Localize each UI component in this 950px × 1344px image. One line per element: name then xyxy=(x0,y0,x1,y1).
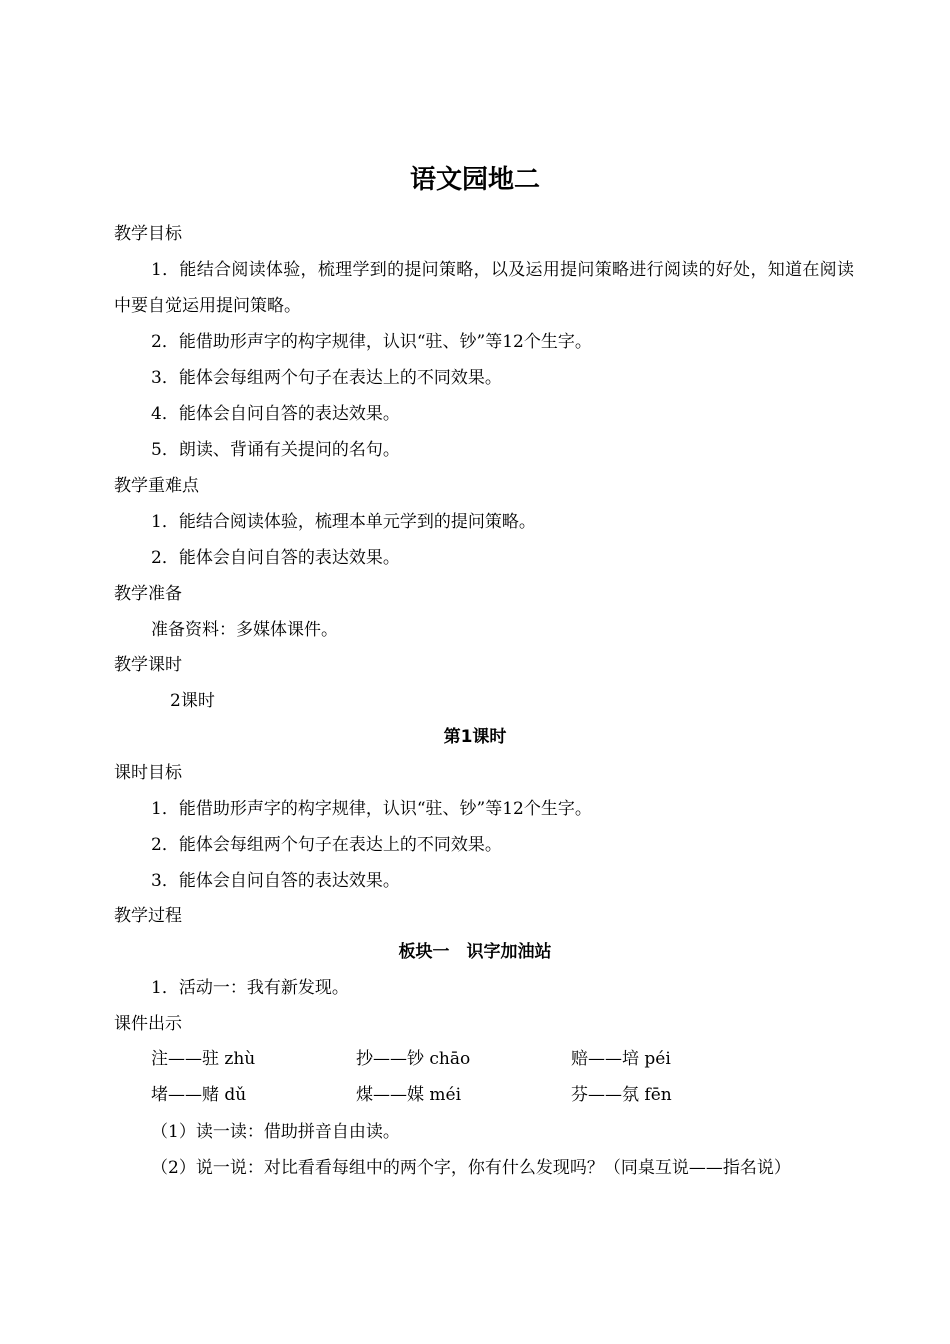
char-pair: 堵——赌 dǔ xyxy=(151,1085,247,1105)
process-heading: 教学过程 xyxy=(114,906,182,926)
step-item-2: （2）说一说：对比看看每组中的两个字，你有什么发现吗？（同桌互说——指名说） xyxy=(151,1158,791,1178)
step-item-1: （1）读一读：借助拼音自由读。 xyxy=(151,1122,400,1142)
hours-text: 2课时 xyxy=(170,691,215,711)
char-pair: 注——驻 zhù xyxy=(151,1049,256,1069)
char-pair: 芬——氛 fēn xyxy=(571,1085,672,1105)
goal-item-5: 5．朗读、背诵有关提问的名句。 xyxy=(151,440,400,460)
key-point-item-2: 2．能体会自问自答的表达效果。 xyxy=(151,548,400,568)
char-pair: 煤——媒 méi xyxy=(356,1085,462,1105)
goal-item-3: 3．能体会每组两个句子在表达上的不同效果。 xyxy=(151,368,502,388)
section-heading-hours: 教学课时 xyxy=(114,655,182,675)
goal-item-4: 4．能体会自问自答的表达效果。 xyxy=(151,404,400,424)
key-point-item-1: 1．能结合阅读体验，梳理本单元学到的提问策略。 xyxy=(151,512,536,532)
lesson-goal-item-1: 1．能借助形声字的构字规律，认识“驻、钞”等12个生字。 xyxy=(151,799,592,819)
lesson-goals-heading: 课时目标 xyxy=(114,763,182,783)
document-title: 语文园地二 xyxy=(409,165,540,195)
block-heading: 板块一 识字加油站 xyxy=(398,942,552,962)
goal-item-2: 2．能借助形声字的构字规律，认识“驻、钞”等12个生字。 xyxy=(151,332,592,352)
char-pair: 赔——培 péi xyxy=(571,1049,671,1069)
lesson-heading: 第1课时 xyxy=(443,727,507,747)
lesson-goal-item-2: 2．能体会每组两个句子在表达上的不同效果。 xyxy=(151,835,502,855)
section-heading-preparation: 教学准备 xyxy=(114,584,182,604)
section-heading-goals: 教学目标 xyxy=(114,224,182,244)
slide-label: 课件出示 xyxy=(114,1014,182,1034)
activity-text: 1．活动一：我有新发现。 xyxy=(151,978,349,998)
preparation-text: 准备资料：多媒体课件。 xyxy=(151,620,338,640)
lesson-goal-item-3: 3．能体会自问自答的表达效果。 xyxy=(151,871,400,891)
char-pair: 抄——钞 chāo xyxy=(356,1049,471,1069)
goal-item-1: 1．能结合阅读体验，梳理学到的提问策略，以及运用提问策略进行阅读的好处，知道在阅读中要自觉运用提问策略。 xyxy=(114,260,854,316)
section-heading-key-points: 教学重难点 xyxy=(114,476,199,496)
